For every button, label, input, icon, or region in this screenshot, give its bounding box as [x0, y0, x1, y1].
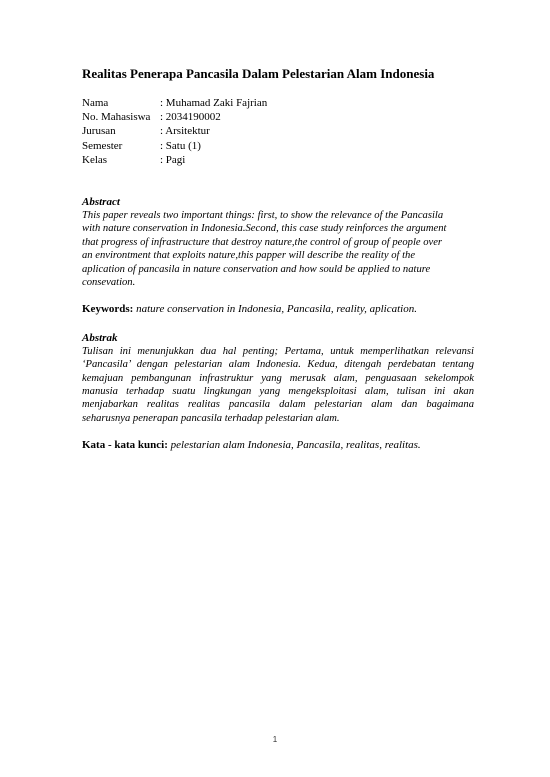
- meta-value: : Arsitektur: [160, 125, 210, 138]
- abstract-line: aplication of pancasila in nature conservation and how sould be applied to nature: [82, 263, 431, 275]
- meta-row-nama: [82, 96, 474, 110]
- paper-title: Realitas Penerapa Pancasila Dalam Pelestarian Alam Indonesia: [82, 66, 435, 81]
- meta-value: : Muhamad Zaki Fajrian: [160, 97, 268, 109]
- abstract-line: consevation.: [82, 277, 136, 289]
- abstract-line: with nature conservation in Indonesia.Second, this case study reinforces the argument: [82, 223, 447, 235]
- abstract-heading: Abstract: [82, 196, 120, 209]
- meta-row-semester: [82, 139, 474, 153]
- abstract-english: [82, 196, 474, 289]
- meta-label: Kelas: [82, 153, 108, 166]
- author-info: [82, 96, 474, 167]
- keywords-english: [82, 303, 474, 316]
- meta-label: Jurusan: [82, 125, 116, 138]
- keywords-indonesian: [82, 439, 474, 452]
- keywords-label: Keywords:: [82, 303, 134, 316]
- abstract-line: This paper reveals two important things: first, to show the relevance of the Pancasila: [82, 210, 444, 222]
- keywords-text: nature conservation in Indonesia, Pancasila, reality, aplication.: [133, 303, 417, 316]
- abstract-line: an environtment that exploits nature,this papper will describe the reality of the: [82, 250, 416, 262]
- meta-label: Nama: [82, 97, 109, 109]
- meta-value: : 2034190002: [160, 111, 221, 124]
- abstract-indonesian: [82, 332, 474, 425]
- meta-row-no-mahasiswa: [82, 110, 474, 124]
- meta-row-kelas: [82, 153, 474, 167]
- meta-label: Semester: [82, 139, 123, 152]
- abstract-body: [82, 209, 474, 289]
- abstrak-body: Tulisan ini menunjukkan dua hal penting; Pertama, untuk memperlihatkan relevansi ‘Pancasila’ dengan pelestarian alam Indonesia. Kedua, ditengah perdebatan tentang kemajuan pembangunan infrastruktur yang merusak alam, penguasaan sekelompok manusia terhadap suatu lingkungan yang mengeksploitasi alam, tulisan ini akan menjabarkan realitas realitas pancasila dalam pelestarian alam dan bagaimana seharusnya penerapan pancasila terhadap pelestarian alam.: [82, 345, 474, 424]
- meta-value: : Pagi: [160, 153, 186, 166]
- page-number: 1: [272, 735, 278, 744]
- meta-row-jurusan: [82, 124, 474, 138]
- kata-kunci-text: pelestarian alam Indonesia, Pancasila, realitas, realitas.: [167, 439, 421, 452]
- abstrak-heading: Abstrak: [82, 331, 118, 344]
- paper-page: [82, 66, 474, 453]
- kata-kunci-label: Kata - kata kunci:: [82, 439, 168, 452]
- meta-label: No. Mahasiswa: [82, 111, 151, 124]
- abstract-line: that progress of infrastructure that destroy nature,the control of group of people over: [82, 236, 443, 248]
- meta-value: : Satu (1): [160, 139, 201, 152]
